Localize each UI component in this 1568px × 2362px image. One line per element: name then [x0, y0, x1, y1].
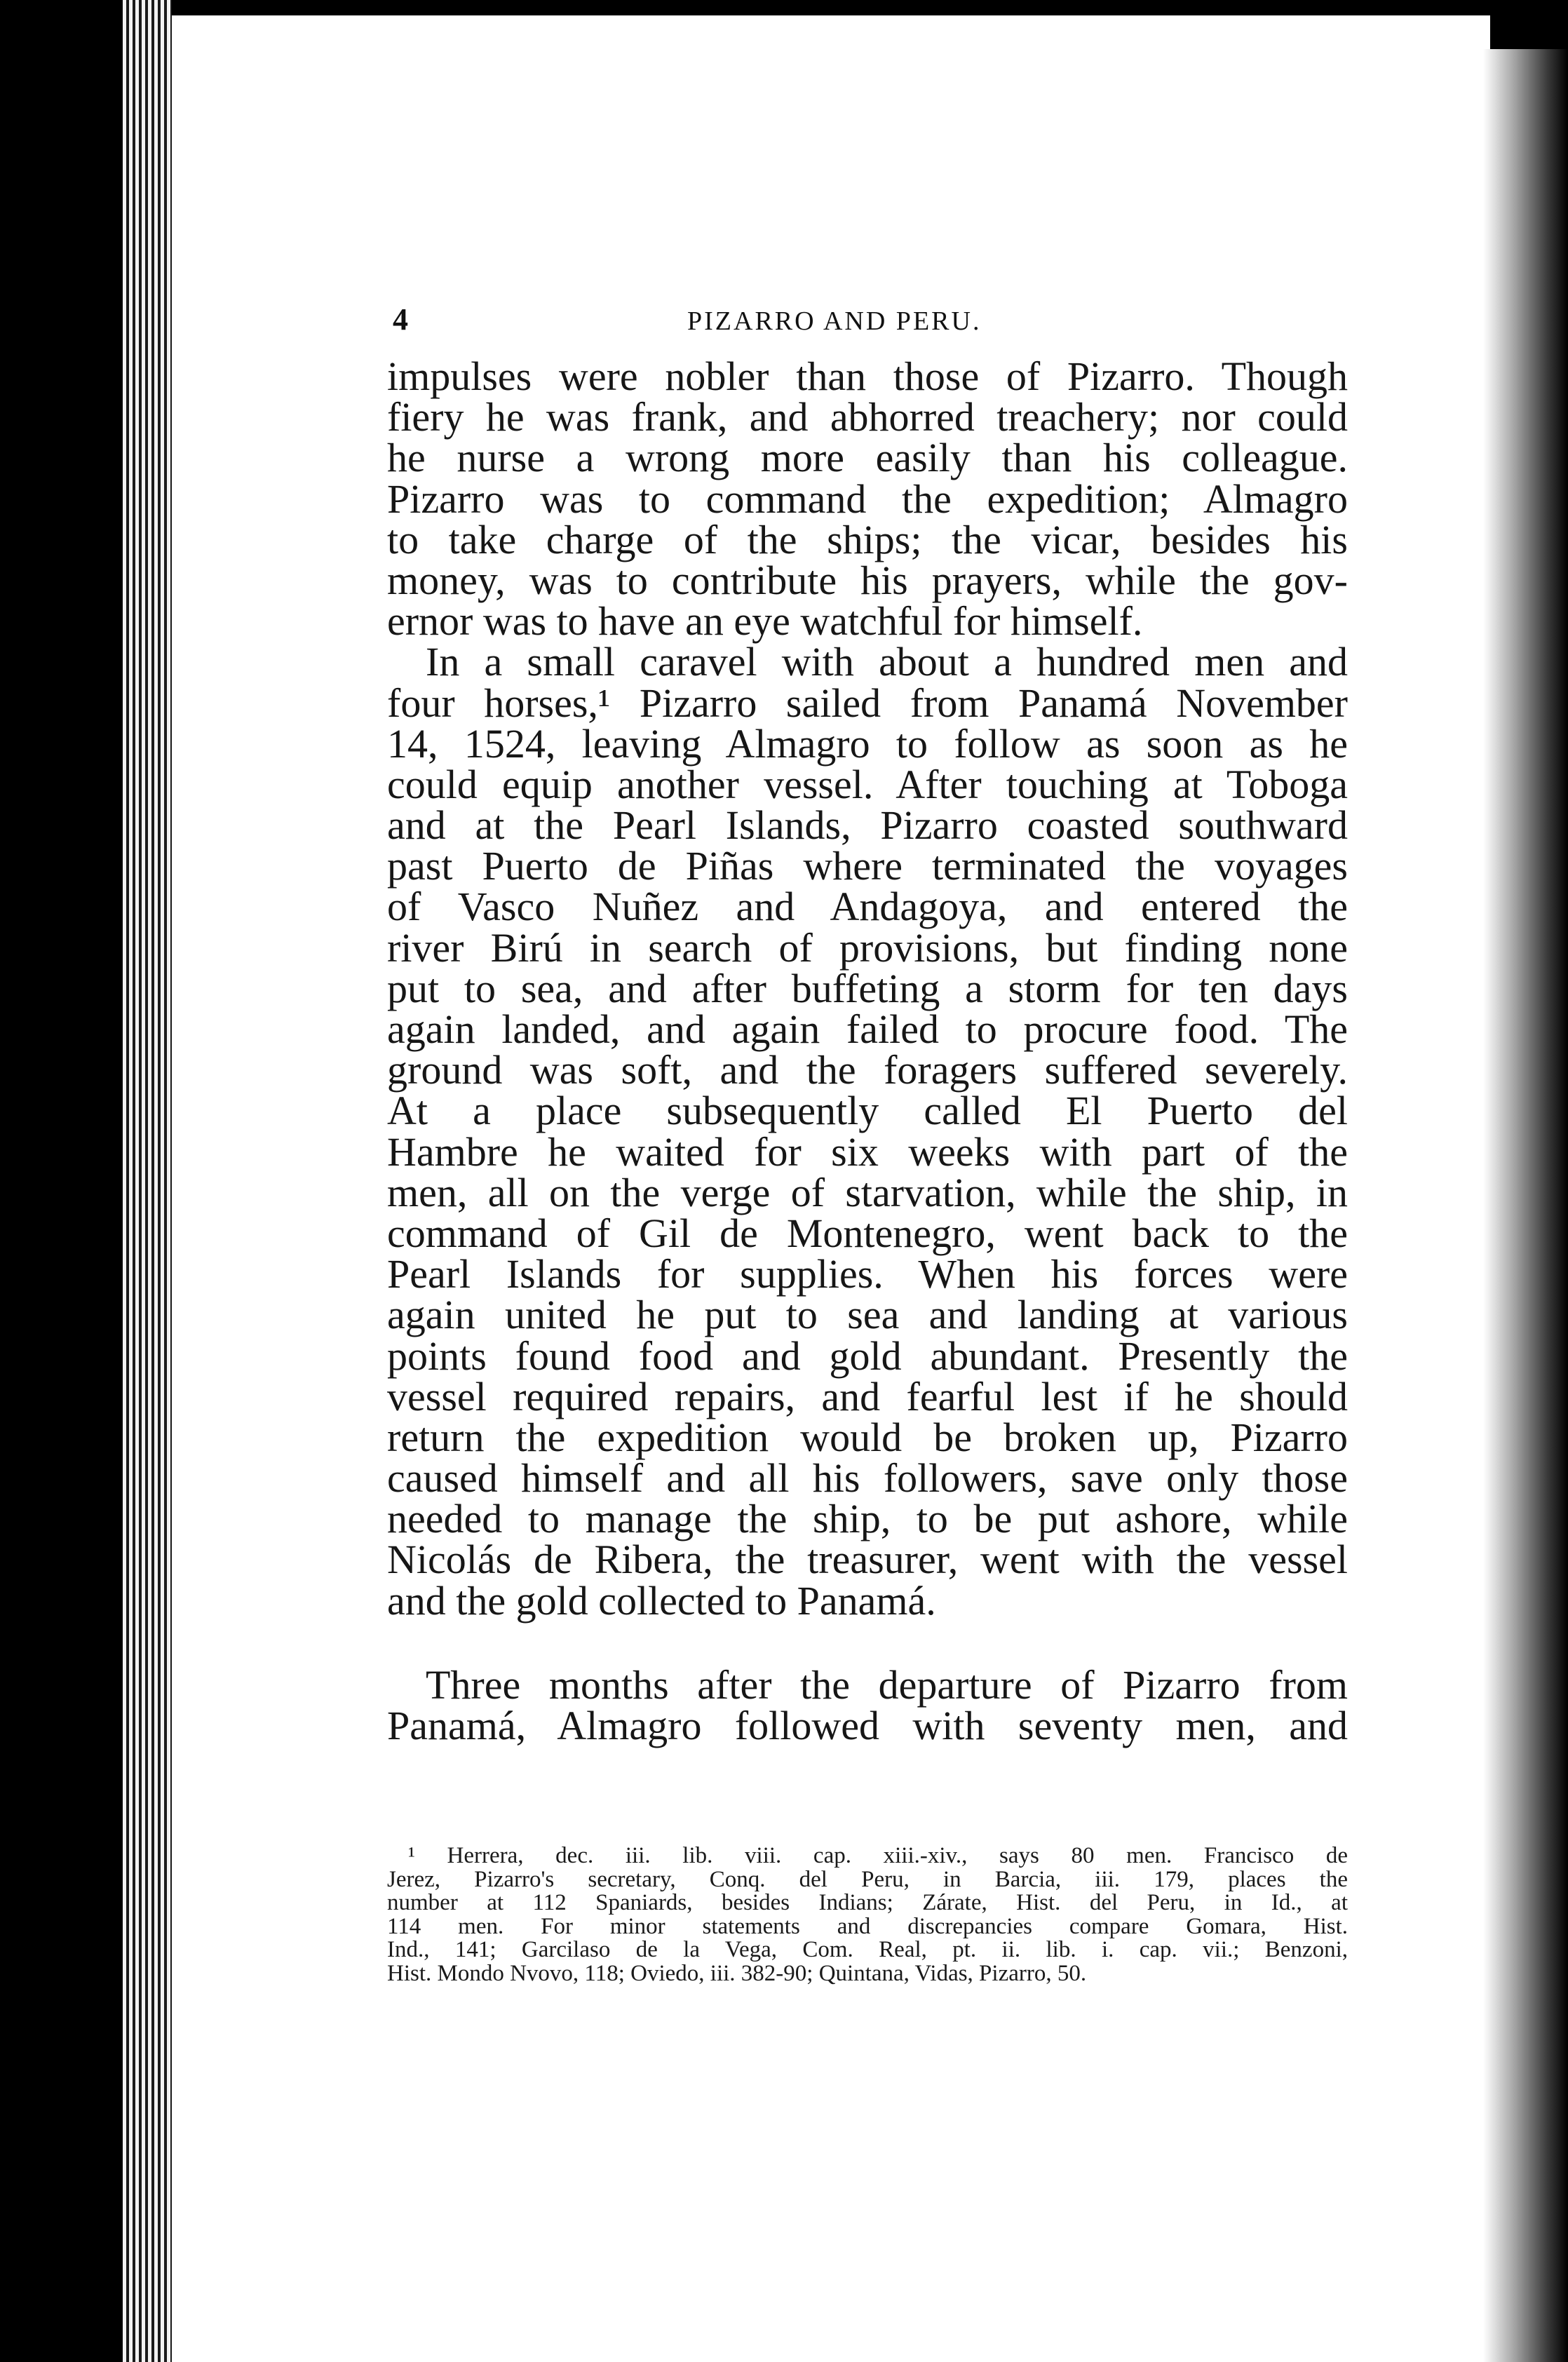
text-line: 14, 1524, leaving Almagro to follow as soon as he [387, 720, 1348, 767]
footnote [387, 1844, 1348, 1985]
text-line: of Vasco Nuñez and Andagoya, and entered the [387, 884, 1348, 930]
text-line: again landed, and again failed to procure food. The [387, 1006, 1348, 1052]
footnote-line: Ind., 141; Garcilaso de la Vega, Com. Real, pt. ii. lib. i. cap. vii.; Benzoni, [387, 1937, 1348, 1962]
text-line: return the expedition would be broken up, Pizarro [387, 1414, 1348, 1460]
text-line: to take charge of the ships; the vicar, besides his [387, 516, 1348, 562]
footnote-line: number at 112 Spaniards, besides Indians; Zárate, Hist. del Peru, in Id., at [387, 1890, 1348, 1915]
text-line: river Birú in search of provisions, but finding none [387, 924, 1348, 971]
text-line: command of Gil de Montenegro, went back to the [387, 1210, 1348, 1256]
text-line: Three months after the departure of Pizarro from [426, 1661, 1348, 1708]
text-line: could equip another vessel. After touching at Toboga [387, 761, 1348, 807]
text-line: and the gold collected to Panamá. [387, 1577, 936, 1624]
text-line: needed to manage the ship, to be put ashore, while [387, 1496, 1348, 1542]
text-line: put to sea, and after buffeting a storm for ten days [387, 965, 1348, 1011]
text-line: At a place subsequently called El Puerto del [387, 1088, 1348, 1134]
text-line: ground was soft, and the foragers suffered severely. [387, 1047, 1348, 1093]
text-line: Hambre he waited for six weeks with part of the [387, 1128, 1348, 1175]
section-gap [387, 1621, 1348, 1665]
book-spine-edge [123, 0, 172, 2362]
footnote-line: 114 men. For minor statements and discrepancies compare Gomara, Hist. [387, 1913, 1348, 1939]
page-header [393, 302, 1381, 358]
text-line: he nurse a wrong more easily than his colleague. [387, 435, 1348, 481]
text-line: men, all on the verge of starvation, while the ship, in [387, 1169, 1348, 1215]
paragraph-3 [387, 1661, 1348, 1748]
paragraph-2 [387, 639, 1348, 1624]
text-line: Nicolás de Ribera, the treasurer, went with the vessel [387, 1537, 1348, 1583]
text-line: Pearl Islands for supplies. When his forces were [387, 1251, 1348, 1297]
text-line: four horses,¹ Pizarro sailed from Panamá November [387, 680, 1348, 726]
text-line: caused himself and all his followers, save only those [387, 1455, 1348, 1501]
text-line: Pizarro was to command the expedition; Almagro [387, 475, 1348, 522]
text-line: and at the Pearl Islands, Pizarro coasted southward [387, 802, 1348, 849]
paragraph-1 [387, 353, 1348, 645]
text-line: past Puerto de Piñas where terminated the voyages [387, 843, 1348, 889]
text-line: ernor was to have an eye watchful for himself. [387, 598, 1143, 645]
text-line: impulses were nobler than those of Pizarro. Though [387, 353, 1348, 399]
footnote-line: Hist. Mondo Nvovo, 118; Oviedo, iii. 382-90; Quintana, Vidas, Pizarro, 50. [387, 1960, 1087, 1986]
body-text [387, 353, 1348, 1748]
page-number: 4 [393, 302, 408, 337]
text-line: fiery he was frank, and abhorred treachery; nor could [387, 394, 1348, 440]
text-line: points found food and gold abundant. Presently the [387, 1332, 1348, 1379]
footnote-line: ¹ Herrera, dec. iii. lib. viii. cap. xiii.-xiv., says 80 men. Francisco de [408, 1843, 1348, 1868]
footnote-line: Jerez, Pizarro's secretary, Conq. del Peru, in Barcia, iii. 179, places the [387, 1866, 1348, 1892]
text-line: again united he put to sea and landing at various [387, 1292, 1348, 1338]
text-line: money, was to contribute his prayers, while the gov- [387, 557, 1348, 603]
page-edge-shadow [1483, 49, 1568, 2362]
text-line: In a small caravel with about a hundred men and [426, 639, 1348, 685]
text-line: Panamá, Almagro followed with seventy men, and [387, 1703, 1348, 1748]
text-line: vessel required repairs, and fearful lest if he should [387, 1373, 1348, 1419]
running-head: PIZARRO AND PERU. [687, 306, 982, 336]
